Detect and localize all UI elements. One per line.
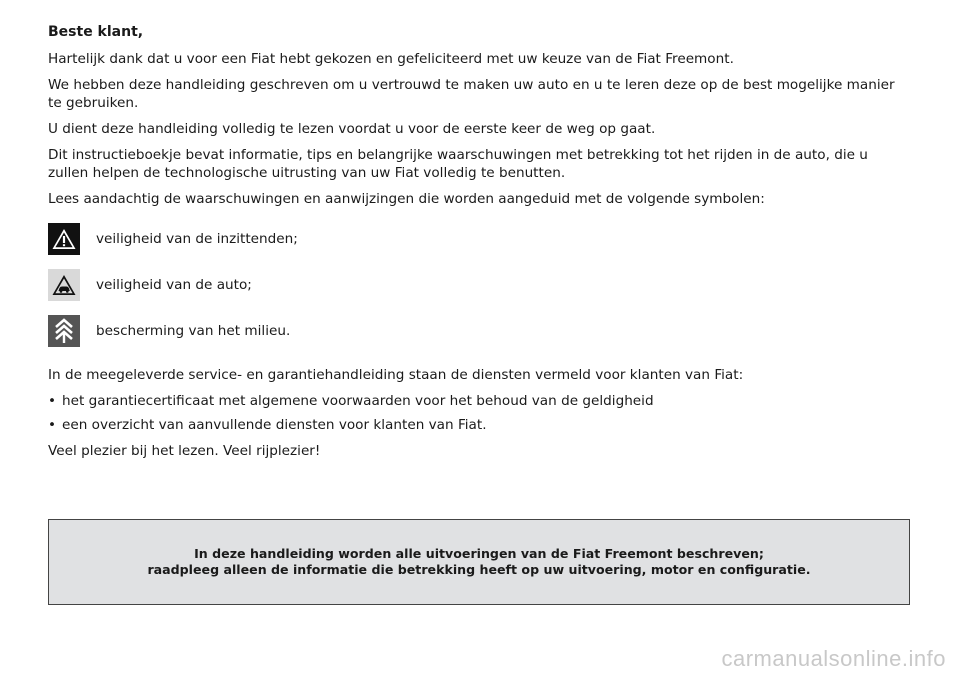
paragraph-read-fully: U dient deze handleiding volledig te lezen voordat u voor de eerste keer de weg op gaat.: [48, 121, 656, 137]
symbol-label-occupants: veiligheid van de inzittenden;: [96, 231, 298, 247]
car-triangle-icon: [48, 269, 80, 301]
list-item: [48, 416, 910, 434]
notice-line-2: raadpleeg alleen de informatie die betrekking heeft op uw uitvoering, motor en configuratie.: [147, 562, 811, 577]
greeting: Beste klant,: [48, 24, 144, 40]
symbol-legend: [48, 222, 910, 348]
paragraph-purpose: We hebben deze handleiding geschreven om u vertrouwd te maken uw auto en u te leren deze op de best mogelijke manier te gebruiken.: [48, 77, 895, 111]
paragraph-thanks: Hartelijk dank dat u voor een Fiat hebt gekozen en gefeliciteerd met uw keuze van de Fiat Freemont.: [48, 51, 734, 67]
service-list: [48, 392, 910, 434]
service-intro: In de meegeleverde service- en garantiehandleiding staan de diensten vermeld voor klanten van Fiat:: [48, 367, 744, 383]
bullet-glyph: •: [48, 417, 57, 433]
closing-line: Veel plezier bij het lezen. Veel rijplezier!: [48, 443, 321, 459]
tree-icon: [48, 315, 80, 347]
list-item-text: een overzicht van aanvullende diensten voor klanten van Fiat.: [62, 417, 487, 433]
watermark: carmanualsonline.info: [721, 646, 946, 671]
symbol-row-car: [48, 268, 910, 302]
symbol-label-car: veiligheid van de auto;: [96, 277, 252, 293]
notice-box: [48, 519, 910, 605]
symbol-row-occupants: [48, 222, 910, 256]
symbol-label-environment: bescherming van het milieu.: [96, 323, 291, 339]
list-item-text: het garantiecertificaat met algemene voorwaarden voor het behoud van de geldigheid: [62, 393, 654, 409]
paragraph-symbols-intro: Lees aandachtig de waarschuwingen en aanwijzingen die worden aangeduid met de volgende symbolen:: [48, 191, 765, 207]
manual-page: [48, 24, 910, 468]
notice-line-1: In deze handleiding worden alle uitvoeringen van de Fiat Freemont beschreven;: [194, 546, 764, 561]
warning-triangle-icon: [48, 223, 80, 255]
list-item: [48, 392, 910, 410]
paragraph-contents: Dit instructieboekje bevat informatie, tips en belangrijke waarschuwingen met betrekking tot het rijden in de auto, die u zullen helpen de technologische uitrusting van uw Fiat volledig te benutten.: [48, 147, 868, 181]
bullet-glyph: •: [48, 393, 57, 409]
symbol-row-environment: [48, 314, 910, 348]
service-section: [48, 366, 910, 460]
